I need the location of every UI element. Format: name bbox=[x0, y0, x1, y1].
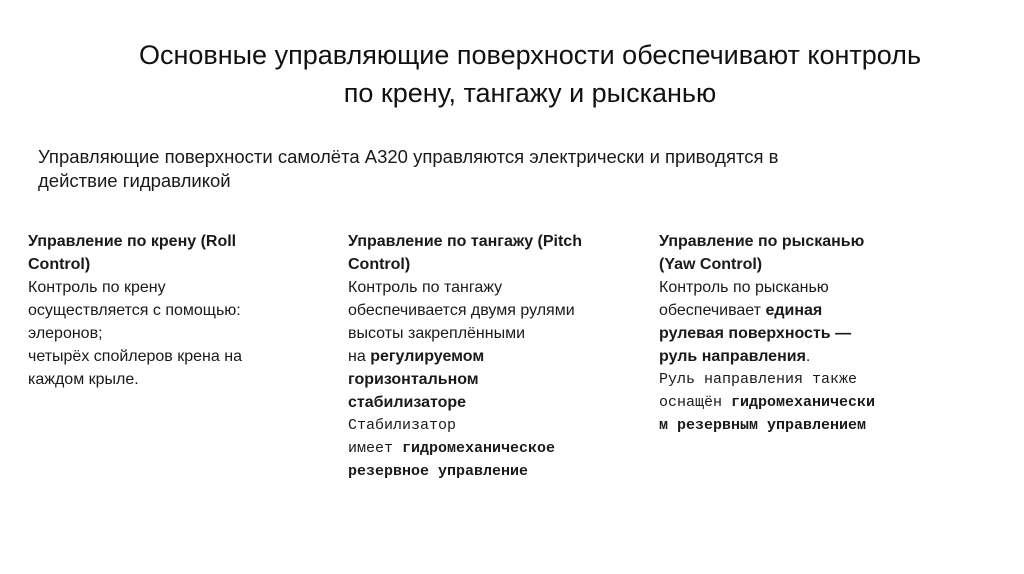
pitch-heading-line-2: Control) bbox=[348, 256, 411, 273]
roll-text-line: Контроль по крену bbox=[28, 279, 166, 296]
yaw-bold-fragment: руль направления bbox=[659, 348, 806, 365]
pitch-text-line: Контроль по тангажу bbox=[348, 279, 503, 296]
intro-line-1: Управляющие поверхности самолёта А320 управляются электрически и приводятся в bbox=[38, 146, 779, 167]
pitch-text-line bbox=[348, 391, 648, 414]
pitch-mono-line: Стабилизатор bbox=[348, 417, 457, 434]
roll-text-line: элеронов; bbox=[28, 325, 103, 342]
intro-paragraph bbox=[38, 145, 938, 193]
pitch-control-column bbox=[348, 230, 648, 483]
yaw-mono-bold-fragment: гидромеханически bbox=[731, 394, 876, 411]
roll-text-line: каждом крыле. bbox=[28, 371, 139, 388]
title-line-1: Основные управляющие поверхности обеспечивают контроль bbox=[138, 40, 922, 70]
yaw-mono-fragment: оснащён bbox=[659, 394, 732, 411]
yaw-heading-line-2: (Yaw Control) bbox=[659, 256, 763, 273]
roll-control-column bbox=[28, 230, 318, 391]
pitch-text-line: обеспечивается двумя рулями bbox=[348, 302, 575, 319]
pitch-mono-bold-fragment: гидромеханическое bbox=[402, 440, 556, 457]
pitch-bold-fragment: горизонтальном bbox=[348, 371, 479, 388]
pitch-heading-line-1: Управление по тангажу (Pitch bbox=[348, 233, 582, 250]
title-line-2: по крену, тангажу и рысканью bbox=[343, 78, 717, 108]
slide-title bbox=[40, 36, 1020, 112]
yaw-text-line bbox=[659, 322, 979, 345]
yaw-mono-bold-fragment: м резервным управлением bbox=[659, 417, 867, 434]
roll-heading-line-1: Управление по крену (Roll bbox=[28, 233, 237, 250]
yaw-bold-fragment: рулевая поверхность — bbox=[659, 325, 852, 342]
yaw-bold-fragment: единая bbox=[765, 302, 823, 319]
yaw-control-column bbox=[659, 230, 979, 437]
yaw-text-fragment: обеспечивает bbox=[659, 302, 766, 319]
pitch-mono-line bbox=[348, 437, 648, 460]
yaw-mono-line bbox=[659, 391, 979, 414]
pitch-text-fragment: на bbox=[348, 348, 371, 365]
yaw-mono-line bbox=[659, 414, 979, 437]
yaw-mono-line: Руль направления также bbox=[659, 371, 858, 388]
pitch-mono-line bbox=[348, 460, 648, 483]
yaw-text-line: Контроль по рысканью bbox=[659, 279, 829, 296]
pitch-text-line bbox=[348, 368, 648, 391]
roll-heading-line-2: Control) bbox=[28, 256, 91, 273]
intro-line-2: действие гидравликой bbox=[38, 170, 231, 191]
pitch-mono-fragment: имеет bbox=[348, 440, 403, 457]
roll-text-line: четырёх спойлеров крена на bbox=[28, 348, 242, 365]
yaw-text-line bbox=[659, 299, 979, 322]
yaw-heading-line-1: Управление по рысканью bbox=[659, 233, 865, 250]
yaw-text-line bbox=[659, 345, 979, 368]
pitch-bold-fragment: регулируемом bbox=[370, 348, 485, 365]
pitch-bold-fragment: стабилизаторе bbox=[348, 394, 467, 411]
pitch-text-line bbox=[348, 345, 648, 368]
pitch-text-line: высоты закреплёнными bbox=[348, 325, 526, 342]
yaw-text-fragment: . bbox=[805, 348, 811, 365]
pitch-mono-bold-fragment: резервное управление bbox=[348, 463, 529, 480]
roll-text-line: осуществляется с помощью: bbox=[28, 302, 241, 319]
